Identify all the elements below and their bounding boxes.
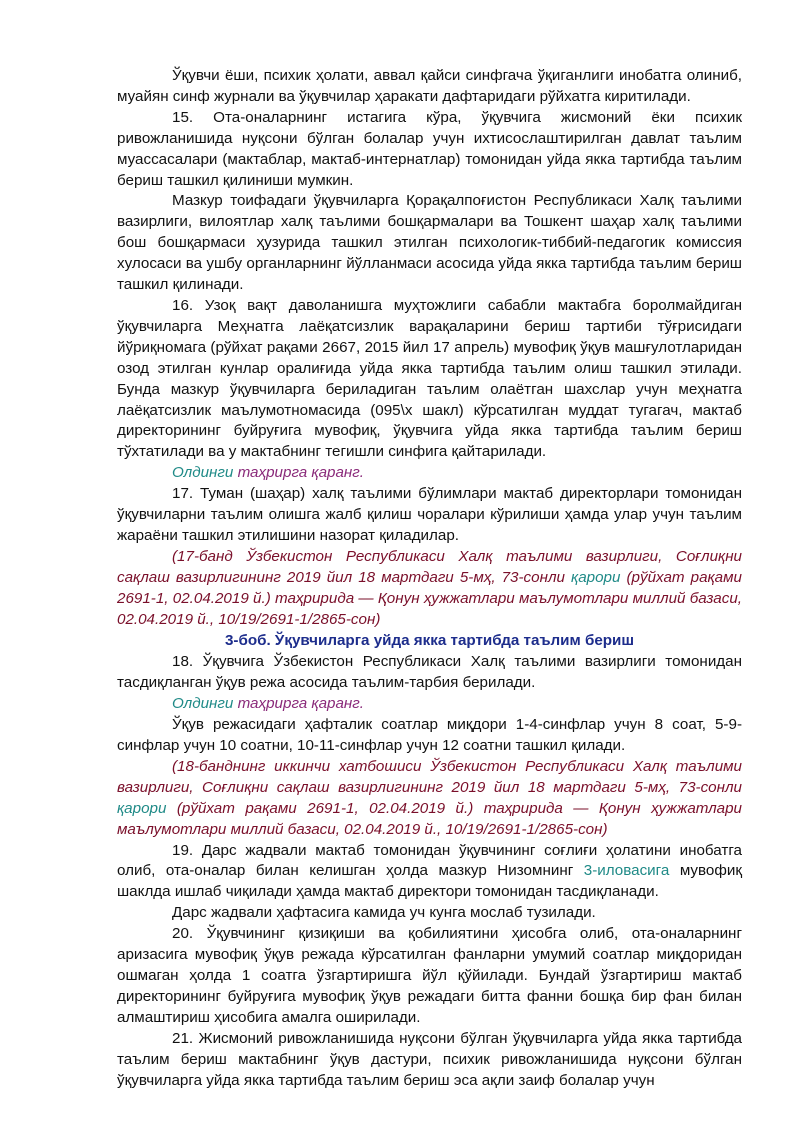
paragraph-18-second: Ўқув режасидаги ҳафталик соатлар миқдори 1-4-синфлар учун 8 соат, 5-9-синфлар учун 10 соатни, 10-11-синфлар учун 12 соатни ташкил қилади. xyxy=(117,716,742,754)
appendix-3-link[interactable]: 3-иловасига xyxy=(583,862,670,880)
paragraph-17: 17. Туман (шаҳар) халқ таълими бўлимлари мактаб директорлари томонидан ўқувчиларни таълим олишга жалб қилиш чоралари кўрилиши ҳамда улар учун таълим жараёни ташкил этилишини назорат қиладилар. xyxy=(117,485,742,544)
paragraph-p1: Ўқувчи ёши, психик ҳолати, аввал қайси синфгача ўқиганлиги инобатга олиниб, муайян синф журнали ва ўқувчилар ҳаракати дафтаридаги рўйхатга киритилади. xyxy=(117,67,742,105)
paragraph-15: 15. Ота-оналарнинг истагига кўра, ўқувчига жисмоний ёки психик ривожланишида нуқсони бўлган болалар учун ихтисослаштирилган давлат таълим муассасалари (мактаблар, мактаб-интернатлар) томонидан уйда якка тартибда таълим бериш ташкил қилиниши мумкин. xyxy=(117,108,742,189)
amendment-note-17 xyxy=(117,547,742,631)
amendment-note-18-text-b: (рўйхат рақами 2691-1, 02.04.2019 й.) таҳририда — Қонун ҳужжатлари маълумотлари миллий базаси, 02.04.2019 й., 10/19/2691-1/2865-сон) xyxy=(117,799,742,838)
paragraph-16: 16. Узоқ вақт даволанишга муҳтожлиги сабабли мактабга боролмайдиган ўқувчиларга Меҳнатга лаёқатсизлик варақаларини бериш тартиби тўғрисидаги йўриқномага (рўйхат рақами 2667, 2015 йил 17 апрель) мувофиқ ўқув машғулотларидан озод этилган кунлар оралиғида уйда якка тартибда таълим олиш ташкил этилади. Бунда мазкур ўқувчиларга бериладиган таълим олаётган шахслар учун меҳнатга лаёқатсизлик маълумотномасида (095\х шакл) кўрсатилган муддат тугагач, мактаб директорининг буйруғига мувофиқ, ўқувчига уйда якка тартибда таълим бериш тўхтатилади ва у мактабнинг тегишли синфига қайтарилади. xyxy=(117,296,742,461)
amendment-note-18-text-a: (18-банднинг иккинчи хатбошиси Ўзбекистон Республикаси Халқ таълими вазирлиги, Соғлиқни сақлаш вазирлигининг 2019 йил 18 мартдаги 5-мҳ, 73-сонли xyxy=(117,757,742,796)
paragraph-21: 21. Жисмоний ривожланишида нуқсони бўлган ўқувчиларга уйда якка тартибда таълим бериш мактабнинг ўқув дастури, психик ривожланишида нуқсони бўлган ўқувчиларга уйда якка тартибда таълим бериш эса ақли заиф болалар учун xyxy=(117,1029,742,1089)
decree-link-18[interactable]: қарори xyxy=(117,799,167,817)
paragraph-18: 18. Ўқувчига Ўзбекистон Республикаси Халқ таълими вазирлиги томонидан тасдиқланган ўқув режа асосида таълим-тарбия берилади. xyxy=(117,653,742,692)
amendment-note-17-text-b: (рўйхат рақами 2691-1, 02.04.2019 й.) таҳририда — Қонун ҳужжатлари маълумотлари миллий базаси, 02.04.2019 й., 10/19/2691-1/2865-сон) xyxy=(117,568,742,628)
previous-edition-link-2[interactable] xyxy=(117,694,742,715)
previous-edition-word: Олдинги xyxy=(172,464,238,482)
paragraph-20: 20. Ўқувчининг қизиқиши ва қобилиятини ҳисобга олиб, ота-оналарнинг аризасига мувофиқ ўқув режада кўрсатилган фанларни умумий соатлар миқдоридан ошмаган ҳолда 1 соатга ўзгартиришга йўл қўйилади. Бундай ўзгартириш мактаб директорининг буйруғига мувофиқ ўқув режадаги битта фанни бошқа бир фан билан алмаштириш ҳисобига амалга оширилади. xyxy=(117,925,742,1026)
paragraph-19-second: Дарс жадвали ҳафтасига камида уч кунга мослаб тузилади. xyxy=(172,904,596,922)
amendment-note-17-text-a: (17-банд Ўзбекистон Республикаси Халқ таълими вазирлиги, Соғлиқни сақлаш вазирлигининг 2019 йил 18 мартдаги 5-мҳ, 73-сонли xyxy=(117,547,742,586)
decree-link-17[interactable]: қарори xyxy=(571,568,621,586)
paragraph-15-second: Мазкур тоифадаги ўқувчиларга Қорақалпоғистон Республикаси Халқ таълими вазирлиги, вилоятлар халқ таълими бошқармалари ва Тошкент шаҳар халқ таълими бош бошқармаси ҳузурида ташкил этилган психологик-тиббий-педагогик комиссия хулосаси ва ушбу органларнинг йўлланмаси асосида уйда якка тартибда таълим бериш ташкил қилинади. xyxy=(117,192,742,294)
previous-edition-word: Олдинги xyxy=(172,695,238,713)
previous-edition-tail: таҳрирга қаранг. xyxy=(237,464,365,482)
paragraph-19 xyxy=(117,841,742,904)
amendment-note-18 xyxy=(117,757,742,841)
paragraph-19-text-a: 19. Дарс жадвали мактаб томонидан ўқувчининг соғлиғи ҳолатини инобатга олиб, ота-оналар билан келишган ҳолда мазкур Низомнинг xyxy=(117,841,742,880)
previous-edition-tail: таҳрирга қаранг. xyxy=(237,695,365,713)
chapter-3-heading: 3-боб. Ўқувчиларга уйда якка тартибда таълим бериш xyxy=(224,632,635,650)
previous-edition-link-1[interactable] xyxy=(117,463,742,484)
paragraph-19-text-b: мувофиқ шаклда ишлаб чиқилади ҳамда мактаб директори томонидан тасдиқланади. xyxy=(117,862,742,901)
